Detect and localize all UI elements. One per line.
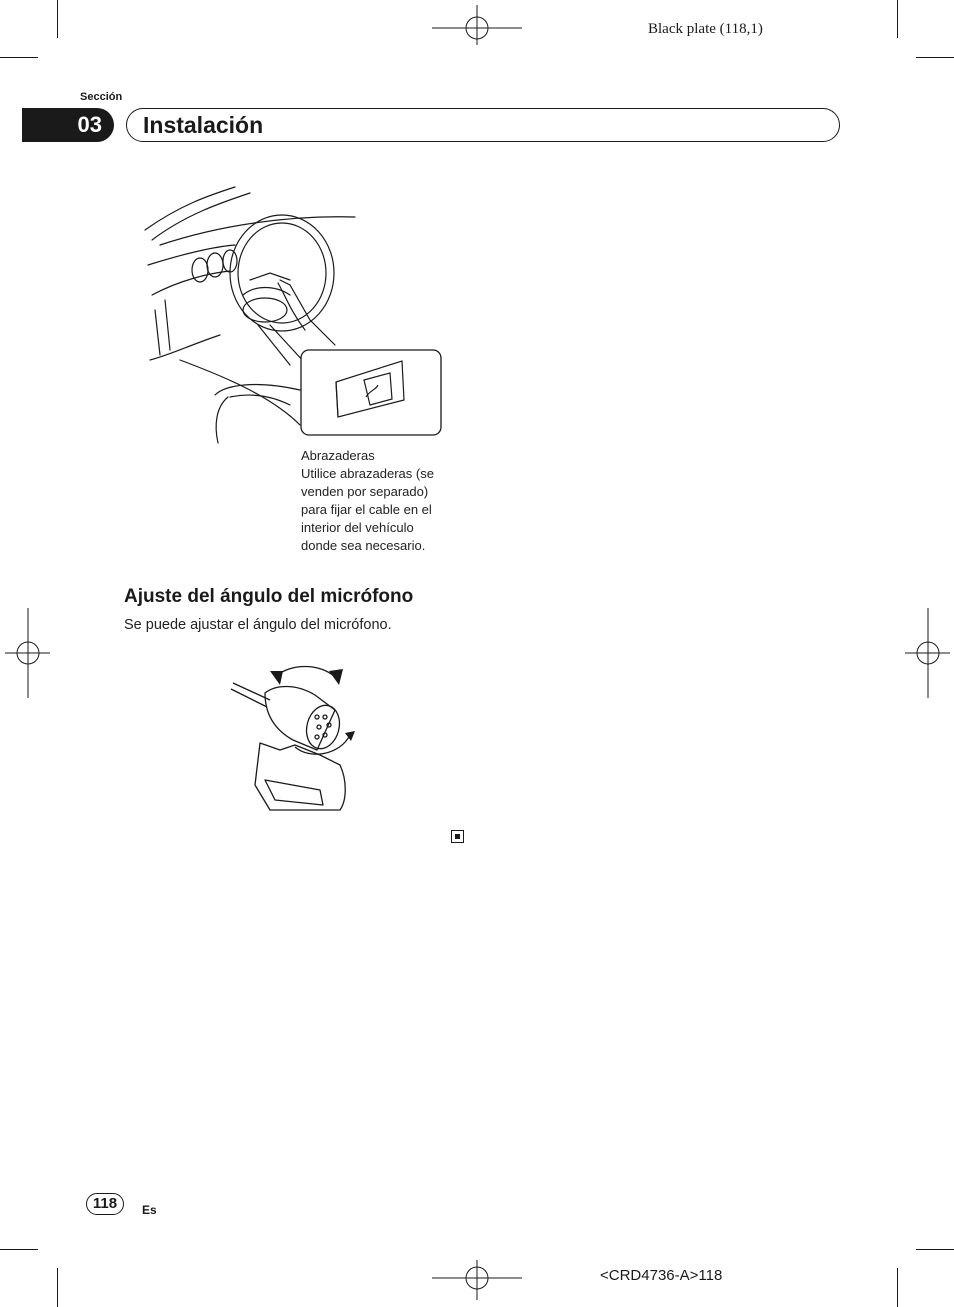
page-number: 118 [86,1193,124,1215]
section-label: Sección [80,91,123,103]
caption-line: interior del vehículo [301,520,414,535]
caption-line: donde sea necesario. [301,538,426,553]
microphone-angle-illustration [225,655,360,815]
figure-caption [301,447,451,555]
steering-wheel-clamp-illustration [140,185,450,445]
section-title-bar [126,108,840,142]
end-of-section-icon [451,830,464,843]
caption-line: Abrazaderas [301,448,375,463]
section-heading: Ajuste del ángulo del micrófono [124,586,414,607]
section-number-badge: 03 [22,108,114,142]
caption-line: para fijar el cable en el [301,502,432,517]
language-code: Es [142,1203,157,1217]
page-title: Instalación [143,112,264,138]
document-code: <CRD4736-A>118 [600,1267,723,1284]
plate-label: Black plate (118,1) [648,21,763,37]
section-paragraph: Se puede ajustar el ángulo del micrófono. [124,617,392,633]
caption-line: venden por separado) [301,484,429,499]
caption-line: Utilice abrazaderas (se [301,466,434,481]
